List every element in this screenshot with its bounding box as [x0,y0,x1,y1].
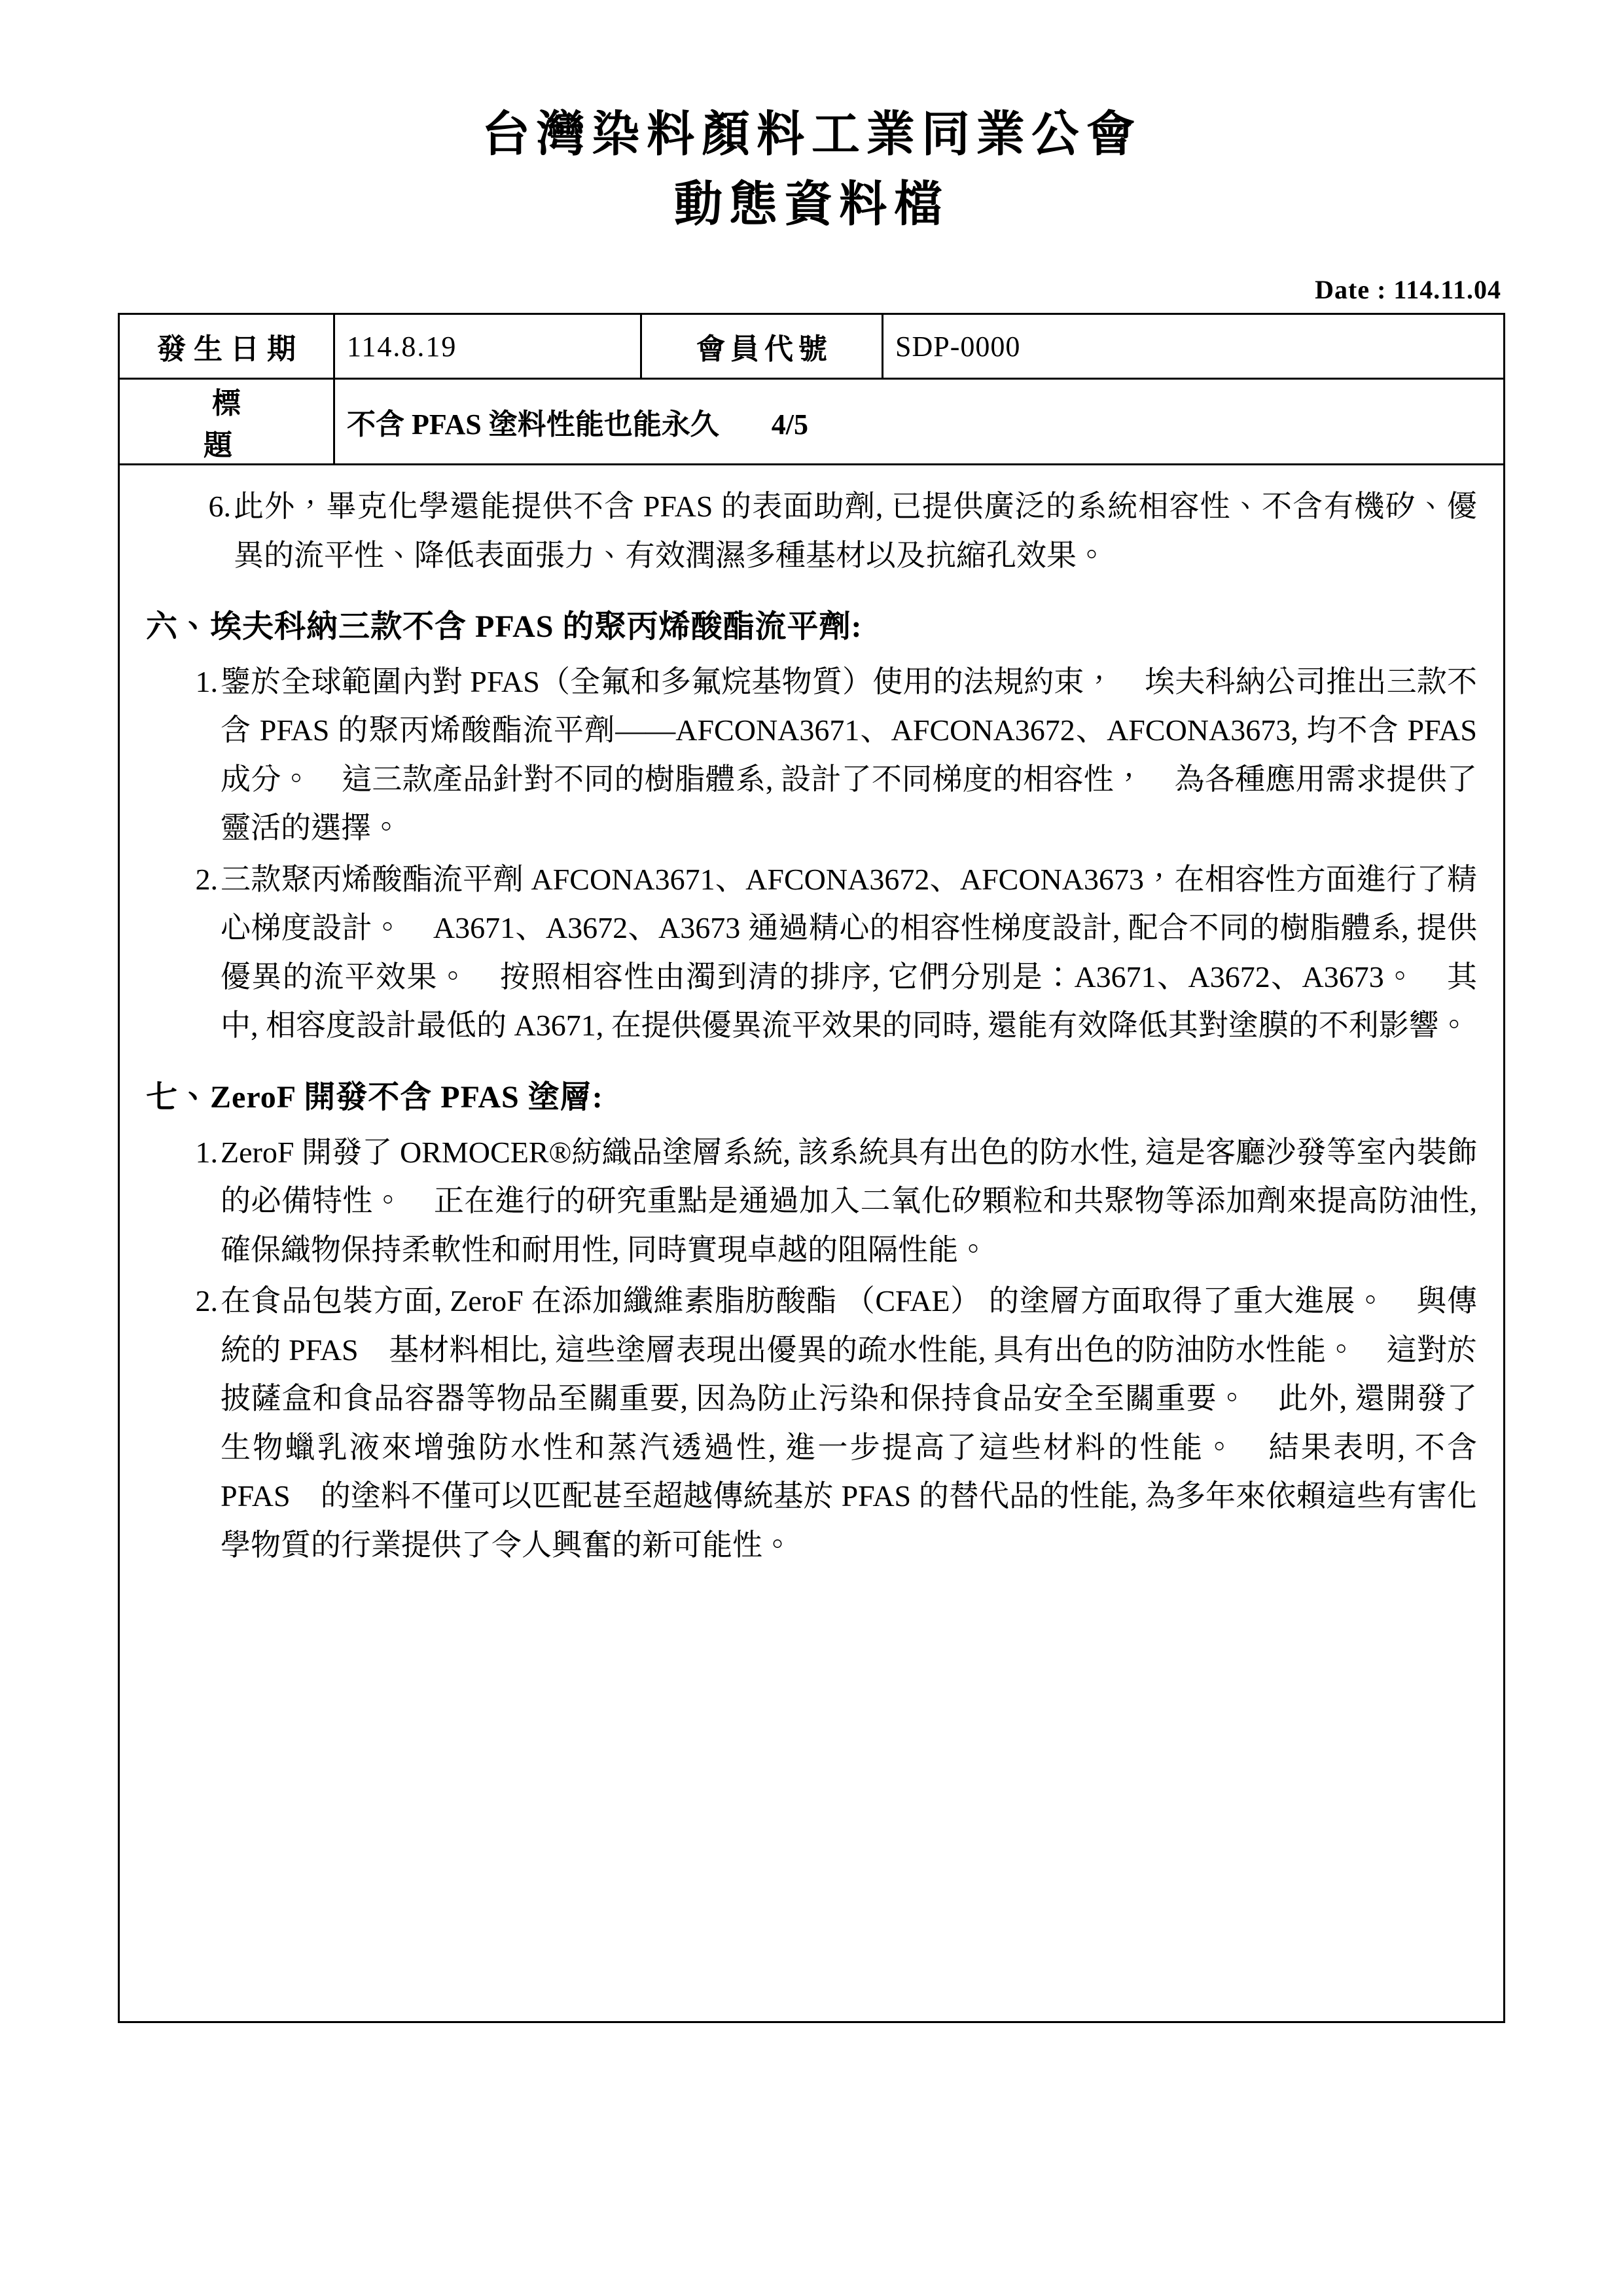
table-row-occurrence [119,314,1505,379]
occur-date-value: 114.8.19 [334,314,641,379]
section-6-item-1-text: 鑒於全球範圍內對 PFAS（全氟和多氟烷基物質）使用的法規約束， 埃夫科納公司推出三款不含 PFAS 的聚丙烯酸酯流平劑——AFCONA3671、AFCONA3672、AFCONA3673, 均不含 PFAS 成分。 這三款產品針對不同的樹脂體系, 設計了不同梯度的相容性， 為各種應用需求提供了靈活的選擇。 [221,664,1477,845]
section-7-item-1-number: 1. [195,1135,218,1169]
info-table [118,313,1505,465]
document-title-line2: 動態資料檔 [674,177,949,232]
section-6-item-2-text: 三款聚丙烯酸酯流平劑 AFCONA3671、AFCONA3672、AFCONA3673，在相容性方面進行了精心梯度設計。 A3671、A3672、A3673 通過精心的相容性梯度設計, 配合不同的樹脂體系, 提供優異的流平效果。 按照相容性由濁到清的排序, 它們分別是：A3671、A3672、A3673。 其中, 相容度設計最低的 A3671, 在提供優異流平效果的同時, 還能有效降低其對塗膜的不利影響。 [221,862,1477,1043]
section-6-heading: 六、埃夫科納三款不含 PFAS 的聚丙烯酸酯流平劑: [146,609,863,645]
subject-cell [334,379,1505,465]
section-7-item-2 [168,1277,1507,1570]
section-7-heading: 七、ZeroF 開發不含 PFAS 塗層: [146,1079,603,1115]
section-7-item-2-text: 在食品包裝方面, ZeroF 在添加纖維素脂肪酸酯 （CFAE） 的塗層方面取得了重大進展。 與傳統的 PFAS 基材料相比, 這些塗層表現出優異的疏水性能, 具有出色的防油防水性能。 這對於披薩盒和食品容器等物品至關重要, 因為防止污染和保持食品安全至關重要。 此外, 還開發了生物蠟乳液來增強防水性和蒸汽透過性, 進一步提高了這些材料的性能。 結果表明, 不含 PFAS 的塗料不僅可以匹配甚至超越傳統基於 PFAS 的替代品的性能, 為多年來依賴這些有害化學物質的行業提供了令人興奮的新可能性。 [221,1284,1507,1562]
member-code-label: 會員代號 [641,314,883,379]
document-date: Date : 114.11.04 [1315,275,1501,304]
list-item-6-text: 此外，畢克化學還能提供不含 PFAS 的表面助劑, 已提供廣泛的系統相容性、不含有機矽、優異的流平性、降低表面張力、有效潤濕多種基材以及抗縮孔效果。 [234,490,1477,572]
section-6-item-1 [168,658,1477,853]
subject-label: 標 題 [119,379,334,465]
section-6-item-2 [168,855,1477,1050]
document-title-line1: 台灣染料顏料工業同業公會 [482,108,1141,162]
section-7-item-1-text: ZeroF 開發了 ORMOCER®紡織品塗層系統, 該系統具有出色的防水性, 這是客廳沙發等室內裝飾的必備特性。 正在進行的研究重點是通過加入二氧化矽顆粒和共聚物等添加劑來提高防油性, 確保織物保持柔軟性和耐用性, 同時實現卓越的阻隔性能。 [221,1135,1477,1266]
table-row-subject [119,379,1505,465]
subject-value: 不含 PFAS 塗料性能也能永久 [347,408,719,440]
section-6-item-1-number: 1. [195,664,218,698]
list-item-6 [181,482,1477,580]
list-item-6-number: 6. [208,490,231,523]
section-7-item-1 [168,1128,1477,1275]
section-7-item-2-number: 2. [195,1284,218,1318]
page-number: 4/5 [771,408,808,440]
occur-date-label: 發生日期 [119,314,334,379]
document-body [118,465,1505,2023]
section-6-item-2-number: 2. [195,862,218,896]
member-code-value: SDP-0000 [883,314,1505,379]
